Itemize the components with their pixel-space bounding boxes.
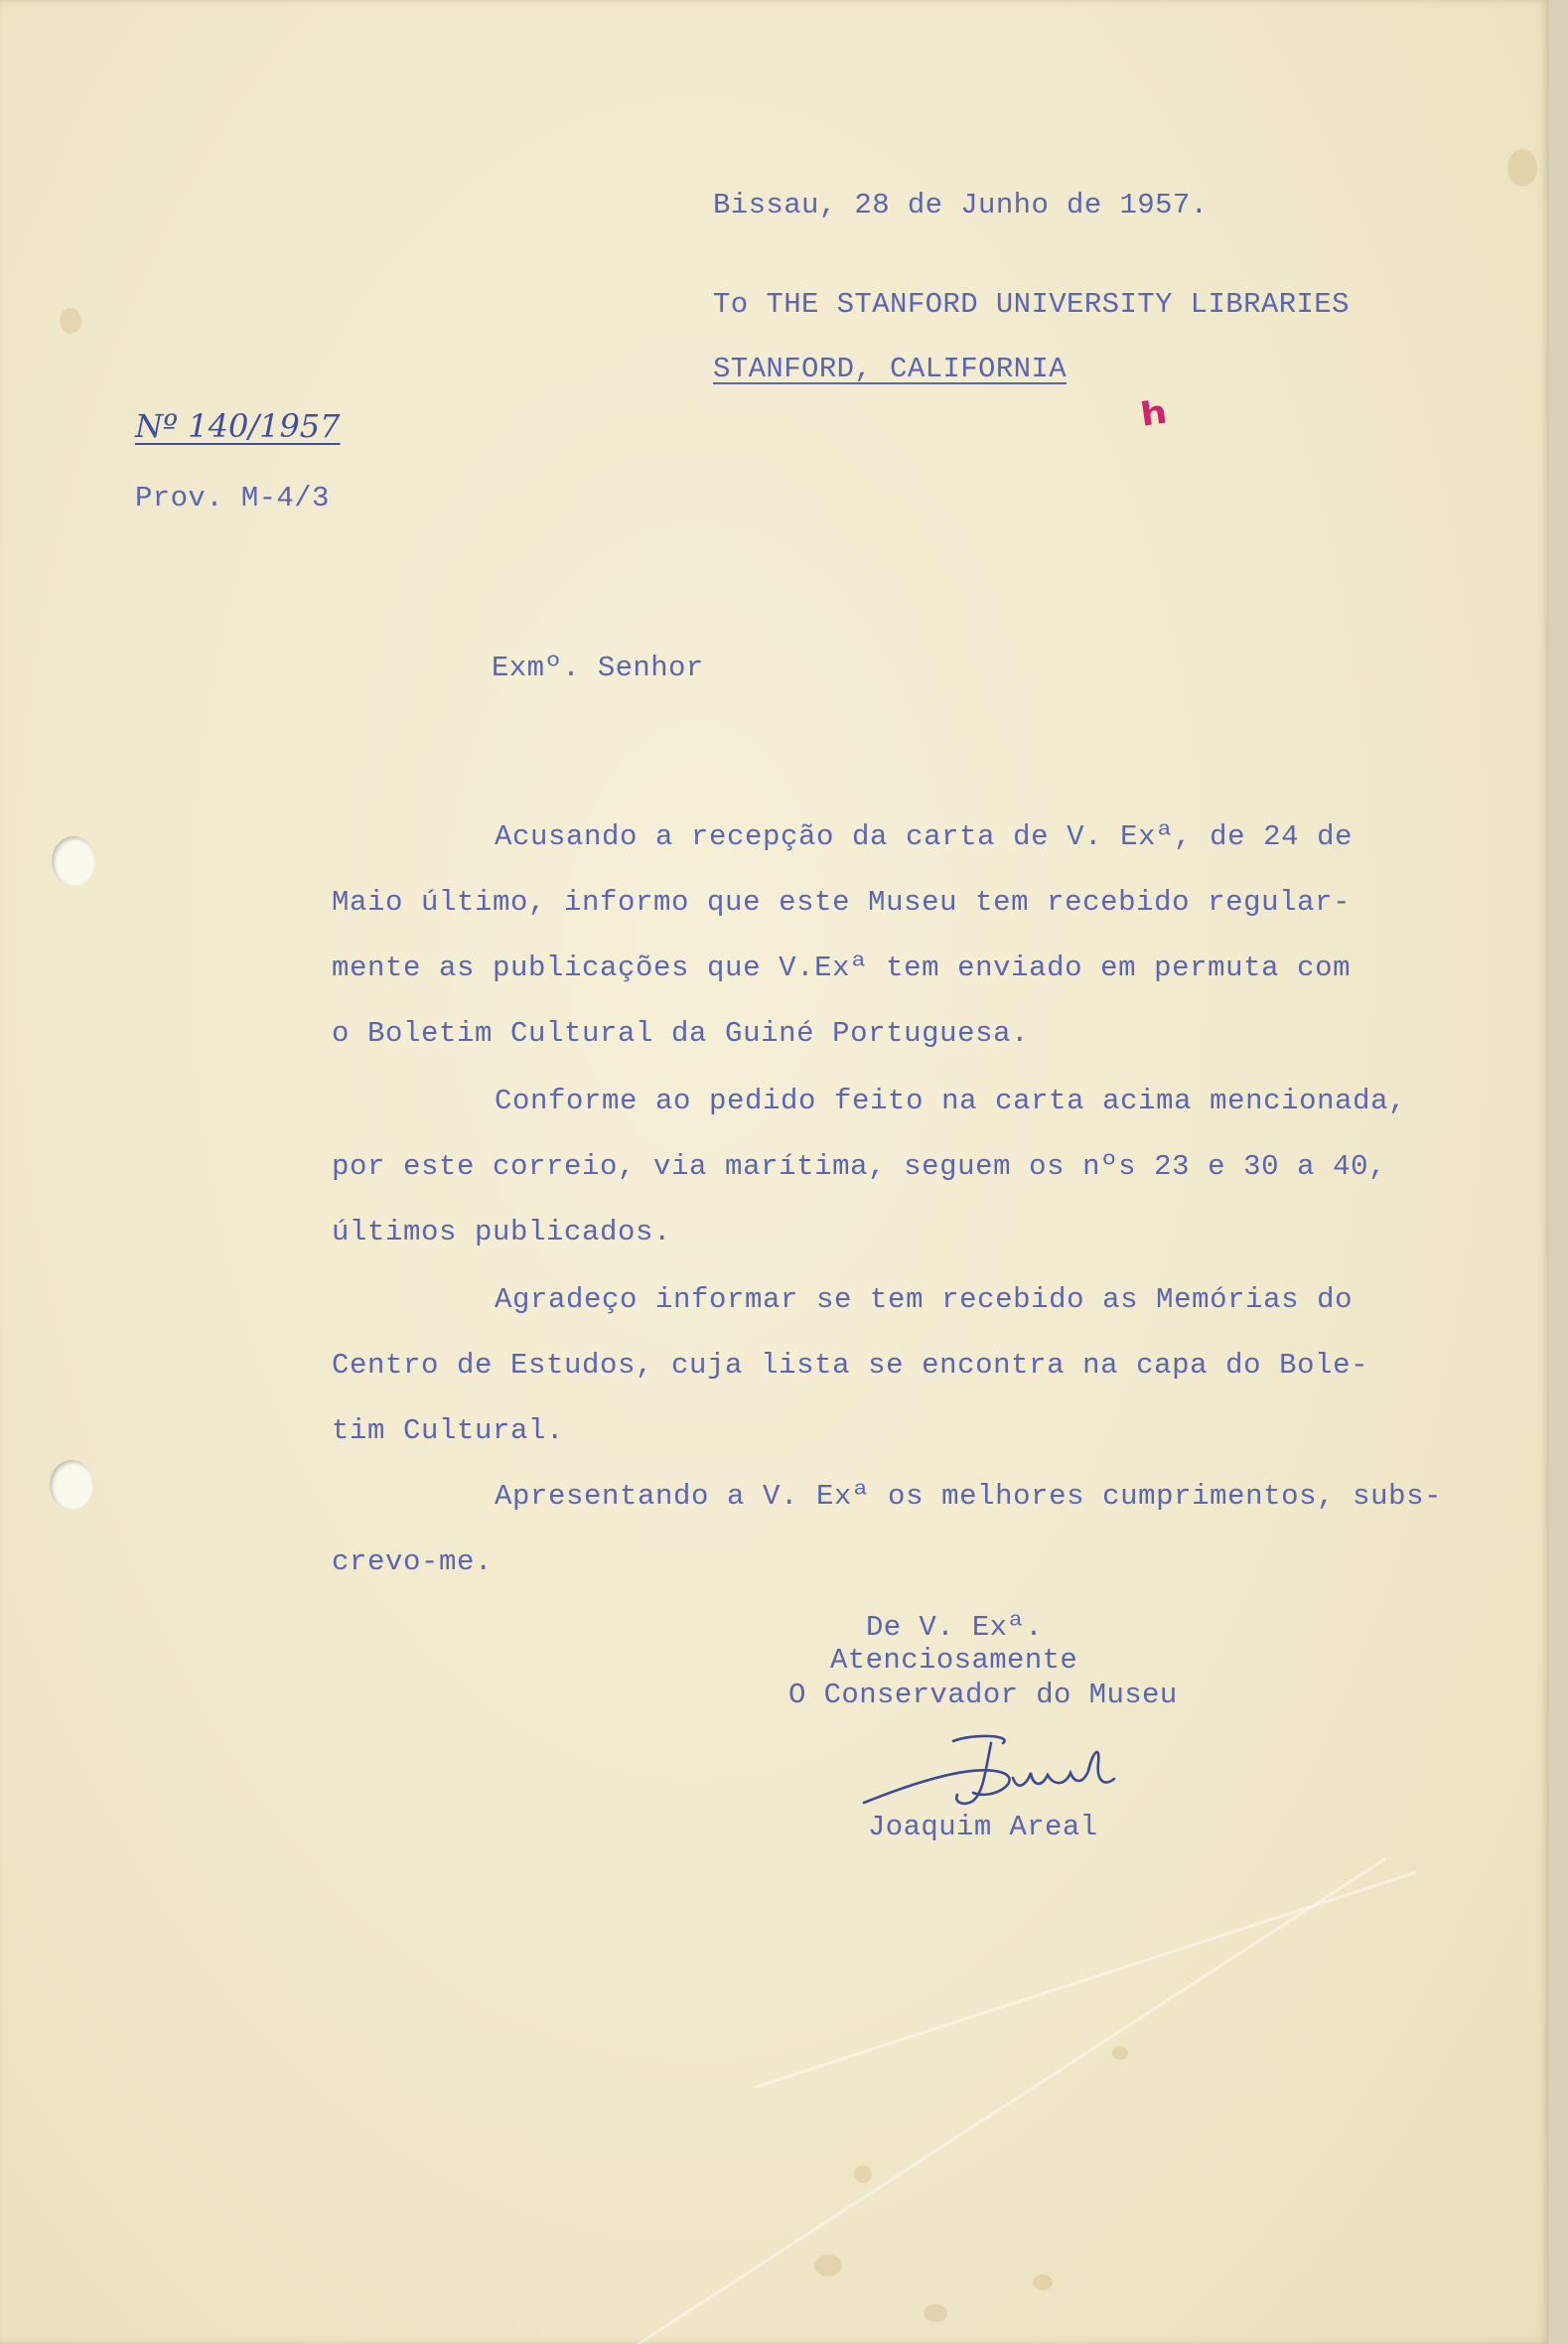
body-line: Apresentando a V. Exª os melhores cumprimentos, subs- [495,1480,1443,1513]
stain [924,2304,947,2322]
body-line: o Boletim Cultural da Guiné Portuguesa. [332,1017,1030,1050]
paper-crease [755,1871,1417,2089]
stain [1507,149,1537,187]
body-line: Centro de Estudos, cuja lista se encontra na capa do Bole- [332,1349,1369,1382]
closing-line-3: O Conservador do Museu [788,1679,1178,1711]
signatory-name: Joaquim Areal [868,1811,1098,1843]
reference-code: Prov. M-4/3 [135,482,330,514]
red-handwritten-mark: ʰ [1137,387,1174,459]
paper-crease [636,1857,1386,2344]
punch-hole [52,836,95,886]
body-line: por este correio, via marítima, seguem os nºs 23 e 30 a 40, [332,1150,1387,1183]
closing-line-2: Atenciosamente [830,1644,1078,1677]
body-line: Agradeço informar se tem recebido as Memórias do [495,1283,1354,1316]
stain [1033,2274,1053,2290]
date-line: Bissau, 28 de Junho de 1957. [713,189,1209,221]
punch-hole [50,1460,93,1510]
body-line: mente as publicações que V.Exª tem enviado em permuta com [332,952,1352,984]
body-line: últimos publicados. [332,1216,672,1248]
stain [60,308,81,334]
body-line: Maio último, informo que este Museu tem recebido regular- [332,886,1352,919]
stain [1112,2046,1128,2060]
recipient-line-2: STANFORD, CALIFORNIA [713,353,1068,385]
body-line: Conforme ao pedido feito na carta acima mencionada, [495,1085,1407,1117]
closing-line-1: De V. Exª. [866,1611,1044,1644]
body-line: Acusando a recepção da carta de V. Exª, de 24 de [495,820,1354,853]
stain [854,2165,872,2183]
recipient-line-1: To THE STANFORD UNIVERSITY LIBRARIES [713,288,1350,321]
body-line: crevo-me. [332,1545,494,1578]
salutation: Exmº. Senhor [492,652,704,684]
reference-number: Nº 140/1957 [135,407,341,445]
stain [814,2255,842,2276]
body-line: tim Cultural. [332,1414,565,1447]
